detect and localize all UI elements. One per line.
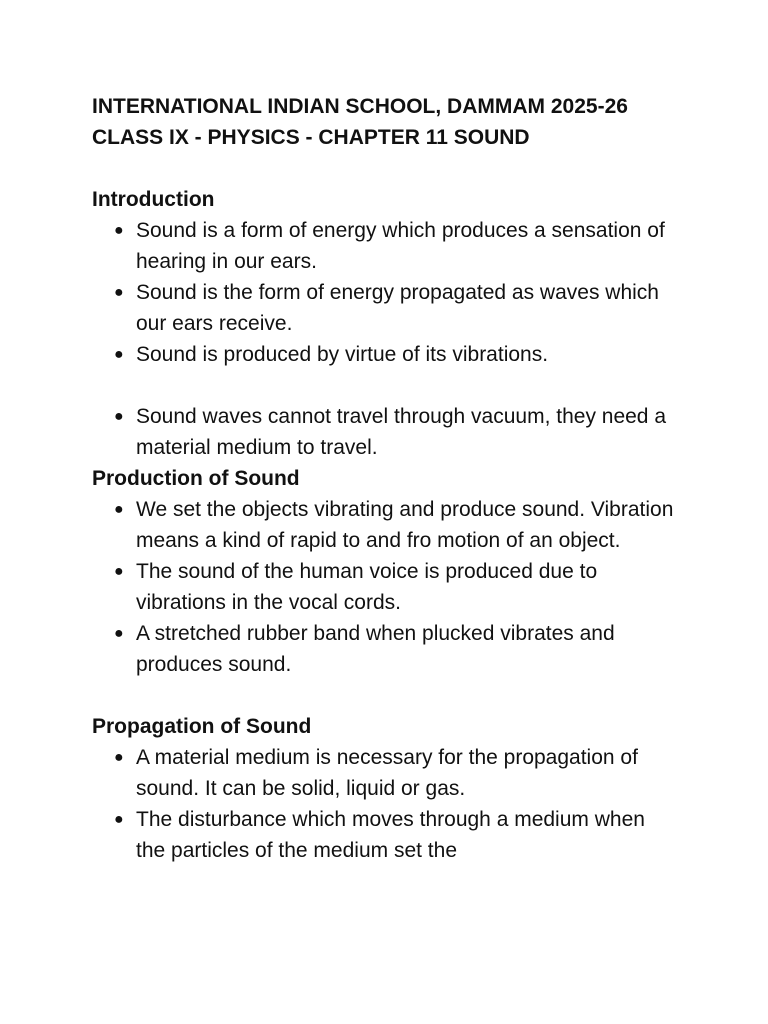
list-item-text: The sound of the human voice is produced due to vibrations in the vocal cords.	[136, 560, 598, 614]
chapter-title: CLASS IX - PHYSICS - CHAPTER 11 SOUND	[92, 126, 530, 149]
bullet-icon: ●	[114, 811, 124, 828]
bullet-icon: ●	[114, 346, 124, 363]
bullet-list	[92, 401, 768, 463]
list-item	[114, 277, 676, 339]
list-item	[114, 742, 676, 804]
section-heading: Production of Sound	[92, 467, 300, 490]
spacer	[92, 680, 768, 711]
bullet-list	[92, 742, 768, 866]
section-heading: Introduction	[92, 188, 215, 211]
list-item-text: The disturbance which moves through a medium when the particles of the medium set the	[136, 808, 645, 862]
list-item	[114, 556, 676, 618]
bullet-list	[92, 215, 768, 370]
bullet-icon: ●	[114, 501, 124, 518]
list-item-text: Sound is the form of energy propagated as waves which our ears receive.	[136, 281, 659, 335]
list-item-text: Sound waves cannot travel through vacuum, they need a material medium to travel.	[136, 405, 667, 459]
list-item	[114, 618, 676, 680]
section-propagation	[92, 711, 768, 866]
list-item	[114, 215, 676, 277]
section-production	[92, 463, 768, 680]
bullet-icon: ●	[114, 408, 124, 425]
section-introduction	[92, 184, 768, 463]
list-item	[114, 401, 676, 463]
list-item-text: A stretched rubber band when plucked vibrates and produces sound.	[136, 622, 615, 676]
document-header	[92, 91, 768, 153]
spacer	[92, 370, 768, 401]
bullet-icon: ●	[114, 749, 124, 766]
bullet-icon: ●	[114, 625, 124, 642]
bullet-list	[92, 494, 768, 680]
list-item	[114, 494, 676, 556]
list-item-text: Sound is a form of energy which produces a sensation of hearing in our ears.	[136, 219, 665, 273]
bullet-icon: ●	[114, 284, 124, 301]
list-item	[114, 804, 676, 866]
list-item-text: We set the objects vibrating and produce sound. Vibration means a kind of rapid to and fro motion of an object.	[136, 498, 674, 552]
list-item-text: Sound is produced by virtue of its vibrations.	[136, 343, 549, 366]
bullet-icon: ●	[114, 563, 124, 580]
bullet-icon: ●	[114, 222, 124, 239]
list-item-text: A material medium is necessary for the propagation of sound. It can be solid, liquid or gas.	[136, 746, 638, 800]
school-title: INTERNATIONAL INDIAN SCHOOL, DAMMAM 2025-26	[92, 95, 628, 118]
section-heading: Propagation of Sound	[92, 715, 312, 738]
list-item	[114, 339, 676, 370]
